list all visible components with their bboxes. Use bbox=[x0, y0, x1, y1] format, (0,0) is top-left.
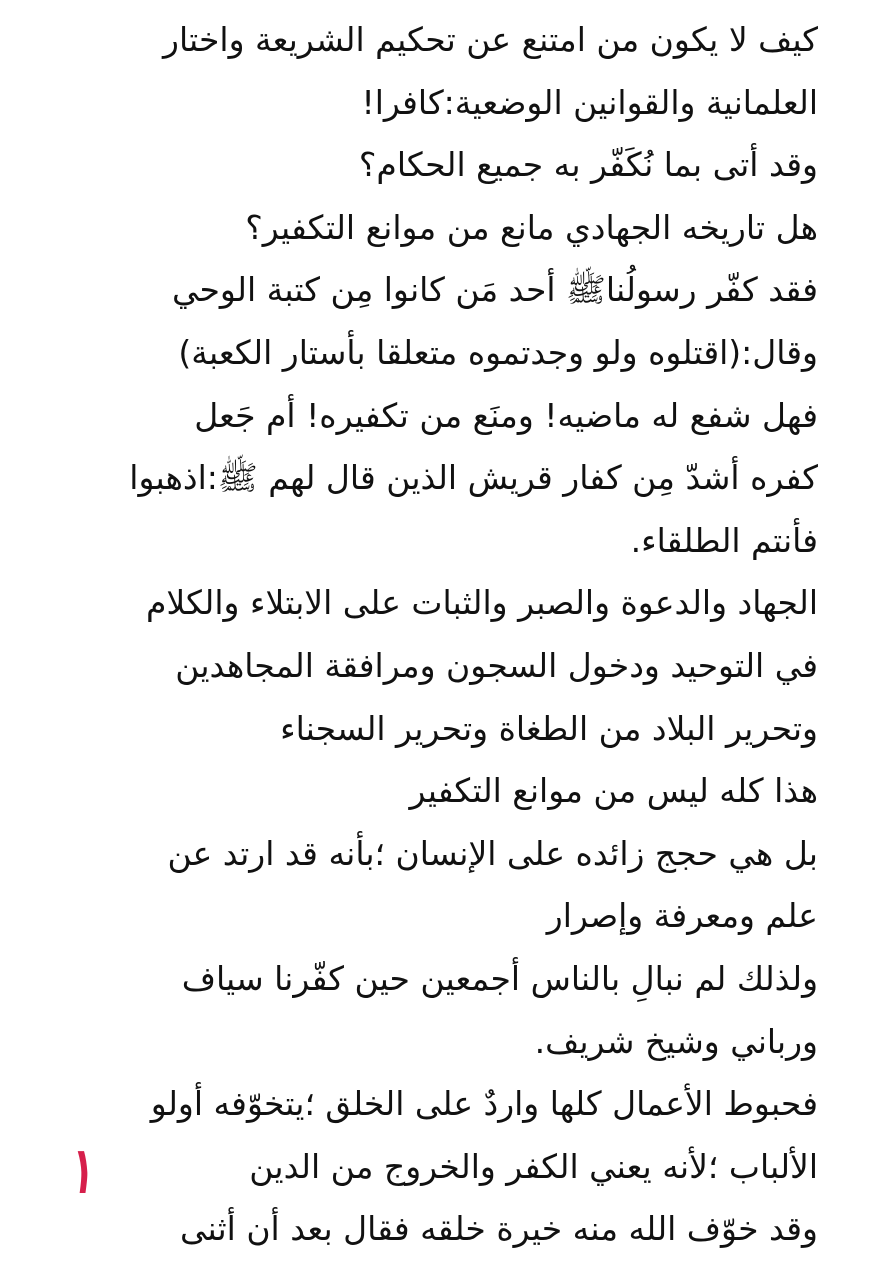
text-line-19: الألباب ؛لأنه يعني الكفر والخروج من الدين bbox=[249, 1146, 818, 1186]
text-line-16: ولذلك لم نبالِ بالناس أجمعين حين كفّرنا سياف bbox=[181, 958, 818, 998]
text-line-11: في التوحيد ودخول السجون ومرافقة المجاهدين bbox=[175, 645, 818, 685]
text-line-14: بل هي حجج زائده على الإنسان ؛بأنه قد ارتد عن bbox=[167, 833, 818, 873]
text-line-7: فهل شفع له ماضيه! ومنَع من تكفيره! أم جَعل bbox=[194, 395, 818, 435]
text-line-6: وقال:(اقتلوه ولو وجدتموه متعلقا بأستار الكعبة) bbox=[178, 332, 818, 372]
page-number: ١ bbox=[60, 1132, 107, 1209]
text-line-17: ورباني وشيخ شريف. bbox=[534, 1021, 818, 1061]
text-line-5: فقد كفّر رسولُناﷺ أحد مَن كانوا مِن كتبة الوحي bbox=[171, 270, 818, 310]
arabic-text-block bbox=[48, 9, 818, 1261]
text-line-9: فأنتم الطلقاء. bbox=[630, 520, 818, 560]
text-line-20: وقد خوّف الله منه خيرة خلقه فقال بعد أن أثنى bbox=[180, 1209, 818, 1249]
text-line-15: علم ومعرفة وإصرار bbox=[546, 896, 818, 936]
text-line-13: هذا كله ليس من موانع التكفير bbox=[409, 771, 818, 811]
text-line-12: وتحرير البلاد من الطغاة وتحرير السجناء bbox=[280, 708, 818, 748]
text-line-10: الجهاد والدعوة والصبر والثبات على الابتلاء والكلام bbox=[145, 583, 818, 623]
text-line-8: كفره أشدّ مِن كفار قريش الذين قال لهم ﷺ:اذهبوا bbox=[129, 458, 818, 498]
text-line-18: فحبوط الأعمال كلها واردٌ على الخلق ؛يتخوّفه أولو bbox=[150, 1084, 818, 1124]
text-line-4: هل تاريخه الجهادي مانع من موانع التكفير؟ bbox=[245, 207, 818, 247]
text-line-3: وقد أتى بما نُكَفّر به جميع الحكام؟ bbox=[358, 145, 818, 185]
text-line-2: العلمانية والقوانين الوضعية:كافرا! bbox=[361, 82, 818, 122]
text-line-1: كيف لا يكون من امتنع عن تحكيم الشريعة واختار bbox=[163, 20, 818, 59]
